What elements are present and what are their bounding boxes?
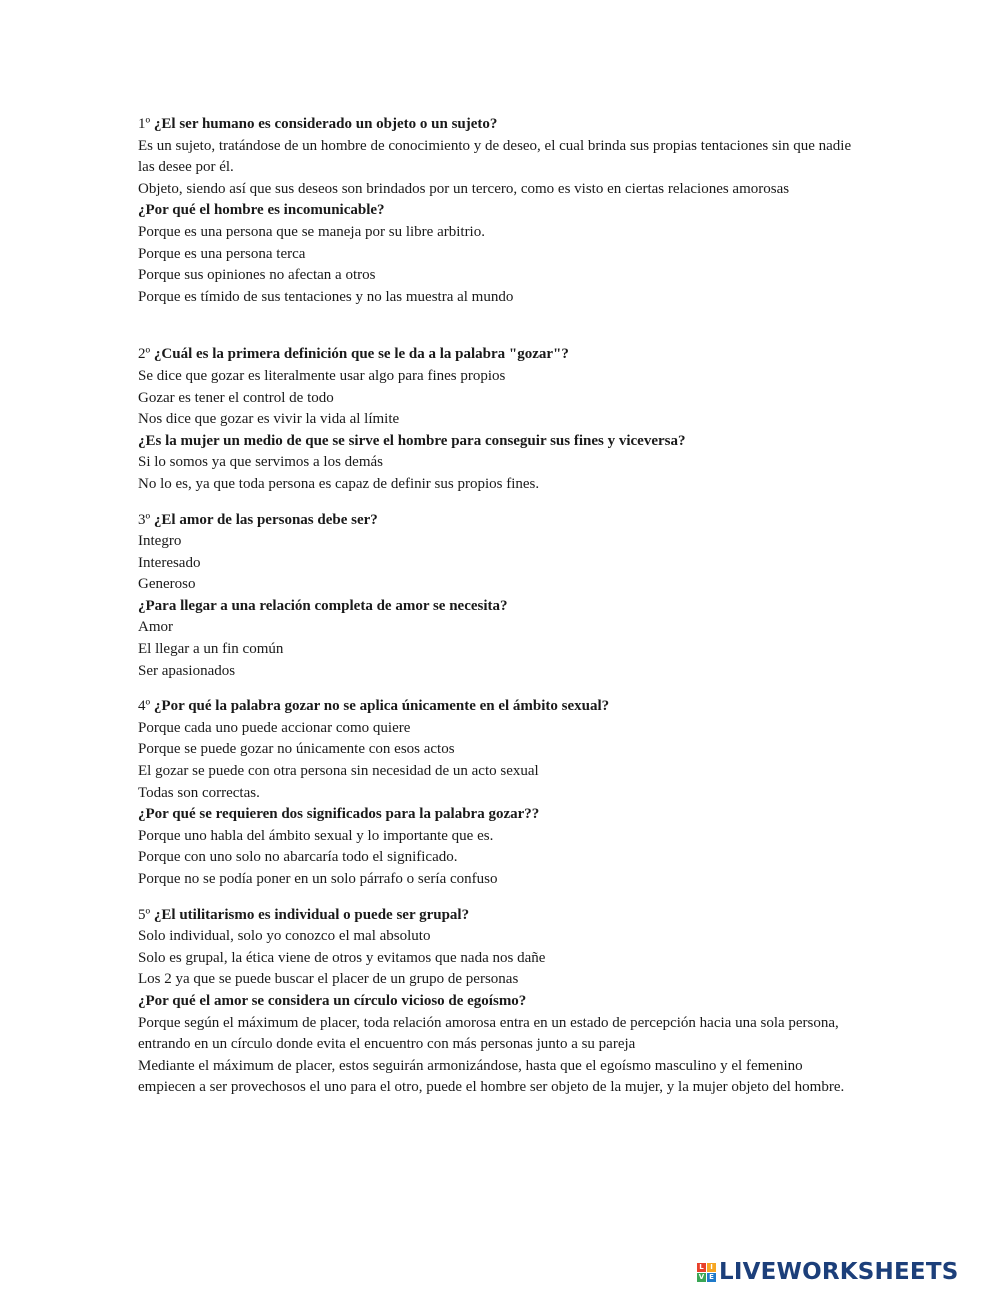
logo-blocks-icon <box>697 1263 716 1282</box>
question-3a: 3º ¿El amor de las personas debe ser? <box>138 511 378 528</box>
question-block-2 <box>138 344 858 495</box>
answer-3a-2[interactable]: Interesado <box>138 554 201 571</box>
logo-block-l: L <box>697 1263 706 1272</box>
answer-4a-3[interactable]: El gozar se puede con otra persona sin necesidad de un acto sexual <box>138 763 539 780</box>
question-block-1 <box>138 114 858 308</box>
logo-block-e: E <box>707 1273 716 1282</box>
answer-3b-1[interactable]: Amor <box>138 619 173 636</box>
answer-1b-2[interactable]: Porque es una persona terca <box>138 245 306 262</box>
answer-4a-1[interactable]: Porque cada uno puede accionar como quiere <box>138 719 411 736</box>
answer-5b-2[interactable]: Mediante el máximum de placer, estos seguirán armonizándose, hasta que el egoísmo masculino y el femenino empiecen a ser provechosos el uno para el otro, puede el hombre ser objeto de la mujer, y la mujer objeto del hombre. <box>138 1057 845 1096</box>
logo-block-i: I <box>707 1263 716 1272</box>
answer-3a-1[interactable]: Integro <box>138 533 182 550</box>
answer-1b-4[interactable]: Porque es tímido de sus tentaciones y no las muestra al mundo <box>138 288 514 305</box>
answer-2a-1[interactable]: Se dice que gozar es literalmente usar algo para fines propios <box>138 367 506 384</box>
answer-3b-2[interactable]: El llegar a un fin común <box>138 641 284 658</box>
question-2a: 2º ¿Cuál es la primera definición que se le da a la palabra "gozar"? <box>138 346 569 363</box>
answer-3a-3[interactable]: Generoso <box>138 576 196 593</box>
answer-4b-2[interactable]: Porque con uno solo no abarcaría todo el significado. <box>138 849 458 866</box>
answer-3b-3[interactable]: Ser apasionados <box>138 662 236 679</box>
logo-block-v: V <box>698 1272 705 1281</box>
answer-5a-2[interactable]: Solo es grupal, la ética viene de otros y evitamos que nada nos dañe <box>138 949 546 966</box>
answer-2a-3[interactable]: Nos dice que gozar es vivir la vida al límite <box>138 411 400 428</box>
question-1b: ¿Por qué el hombre es incomunicable? <box>138 202 385 219</box>
answer-4a-4[interactable]: Todas son correctas. <box>138 784 260 801</box>
worksheet-page <box>138 114 858 1099</box>
answer-5b-1[interactable]: Porque según el máximum de placer, toda relación amorosa entra en un estado de percepción hacia una sola persona, entrando en un círculo donde evita el encuentro con más personas junto a su pareja <box>138 1014 839 1053</box>
answer-5a-1[interactable]: Solo individual, solo yo conozco el mal absoluto <box>138 928 431 945</box>
answer-1b-3[interactable]: Porque sus opiniones no afectan a otros <box>138 267 376 284</box>
answer-2b-2[interactable]: No lo es, ya que toda persona es capaz de definir sus propios fines. <box>138 475 540 492</box>
answer-4b-1[interactable]: Porque uno habla del ámbito sexual y lo importante que es. <box>138 827 494 844</box>
question-block-3 <box>138 510 858 683</box>
question-4a: 4º ¿Por qué la palabra gozar no se aplica únicamente en el ámbito sexual? <box>138 698 610 715</box>
question-5a: 5º ¿El utilitarismo es individual o puede ser grupal? <box>138 906 470 923</box>
question-3b: ¿Para llegar a una relación completa de amor se necesita? <box>138 597 508 614</box>
answer-1a-2[interactable]: Objeto, siendo así que sus deseos son brindados por un tercero, como es visto en ciertas relaciones amorosas <box>138 180 790 197</box>
question-4b: ¿Por qué se requieren dos significados para la palabra gozar?? <box>138 806 540 823</box>
question-block-5 <box>138 905 858 1099</box>
logo-text: LIVEWORKSHEETS <box>719 1259 959 1285</box>
question-block-4 <box>138 696 858 890</box>
answer-1a-1[interactable]: Es un sujeto, tratándose de un hombre de conocimiento y de deseo, el cual brinda sus propias tentaciones sin que nadie las desee por él. <box>138 137 852 176</box>
answer-1b-1[interactable]: Porque es una persona que se maneja por su libre arbitrio. <box>138 223 485 240</box>
question-2b: ¿Es la mujer un medio de que se sirve el hombre para conseguir sus fines y viceversa? <box>138 432 686 449</box>
answer-4b-3[interactable]: Porque no se podía poner en un solo párrafo o sería confuso <box>138 871 498 887</box>
liveworksheets-logo <box>697 1257 958 1287</box>
question-1a: 1º ¿El ser humano es considerado un objeto o un sujeto? <box>138 116 498 132</box>
answer-2a-2[interactable]: Gozar es tener el control de todo <box>138 389 334 406</box>
answer-5a-3[interactable]: Los 2 ya que se puede buscar el placer de un grupo de personas <box>138 971 519 988</box>
answer-4a-2[interactable]: Porque se puede gozar no únicamente con esos actos <box>138 741 455 758</box>
answer-2b-1[interactable]: Si lo somos ya que servimos a los demás <box>138 454 383 471</box>
question-5b: ¿Por qué el amor se considera un círculo vicioso de egoísmo? <box>138 992 527 1009</box>
